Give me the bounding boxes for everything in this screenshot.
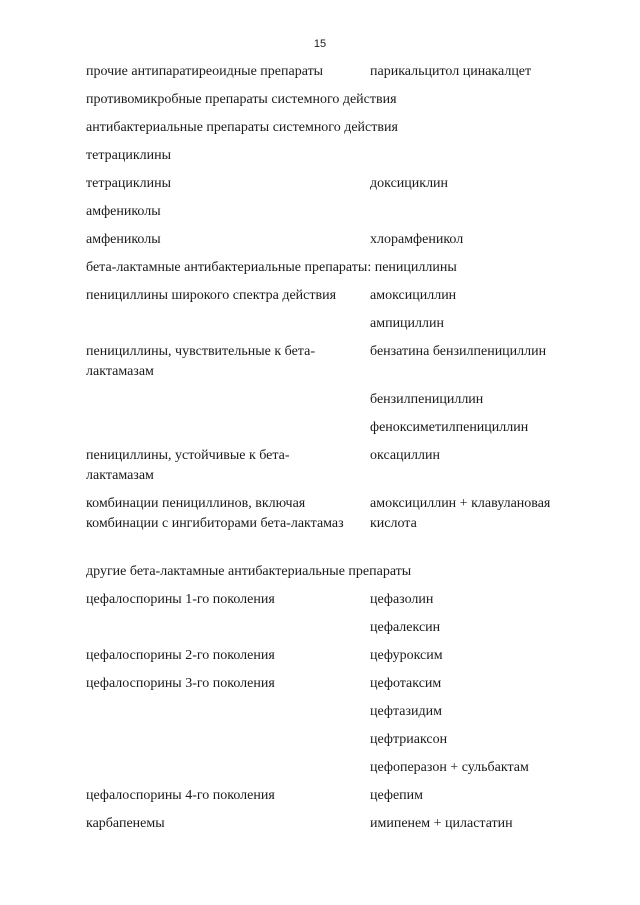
section-heading: другие бета-лактамные антибактериальные препараты: [86, 564, 412, 579]
row-left-label: пенициллины, чувствительные к бета-лактамазам: [86, 344, 315, 379]
row-right-value: цефтазидим: [370, 704, 442, 719]
row-right-value: цефазолин: [370, 592, 434, 607]
section-heading: бета-лактамные антибактериальные препараты: пенициллины: [86, 260, 457, 275]
section-heading: антибактериальные препараты системного действия: [86, 120, 398, 135]
row-right-value: бензилпенициллин: [370, 392, 484, 407]
row-left-label: пенициллины, устойчивые к бета-лактамазам: [86, 448, 290, 483]
row-right-value: цефтриаксон: [370, 732, 448, 747]
row-right-value: амоксициллин: [370, 288, 457, 303]
row-left-label: амфениколы: [86, 232, 161, 247]
page-number: 15: [313, 38, 327, 50]
row-right-value: имипенем + циластатин: [370, 816, 513, 831]
row-right-value: бензатина бензилпенициллин: [370, 344, 547, 359]
row-right-value: цефуроксим: [370, 648, 443, 663]
row-right-value: цефоперазон + сульбактам: [370, 760, 529, 775]
row-right-value: цефотаксим: [370, 676, 442, 691]
row-right-value: амоксициллин + клавулановая кислота: [370, 496, 551, 531]
row-left-label: тетрациклины: [86, 176, 171, 191]
row-right-value: хлорамфеникол: [370, 232, 464, 247]
row-right-value: цефалексин: [370, 620, 441, 635]
row-left-label: комбинации пенициллинов, включая комбинации с ингибиторами бета-лактамаз: [86, 496, 344, 531]
group-heading: амфениколы: [86, 204, 161, 219]
row-left-label: цефалоспорины 4-го поколения: [86, 788, 275, 803]
section-heading: противомикробные препараты системного действия: [86, 92, 397, 107]
row-right-value: феноксиметилпенициллин: [370, 420, 529, 435]
row-right-value: доксициклин: [370, 176, 449, 191]
row-left-label: цефалоспорины 1-го поколения: [86, 592, 275, 607]
row-left-label: пенициллины широкого спектра действия: [86, 288, 337, 303]
row-left-label: карбапенемы: [86, 816, 165, 831]
group-heading: тетрациклины: [86, 148, 171, 163]
row-left-label: цефалоспорины 2-го поколения: [86, 648, 275, 663]
row-right-value: оксациллин: [370, 448, 440, 463]
row-right-value: парикальцитол цинакалцет: [370, 64, 532, 79]
row-right-value: цефепим: [370, 788, 424, 803]
row-left-label: прочие антипаратиреоидные препараты: [86, 64, 324, 79]
row-left-label: цефалоспорины 3-го поколения: [86, 676, 275, 691]
row-right-value: ампициллин: [370, 316, 444, 331]
